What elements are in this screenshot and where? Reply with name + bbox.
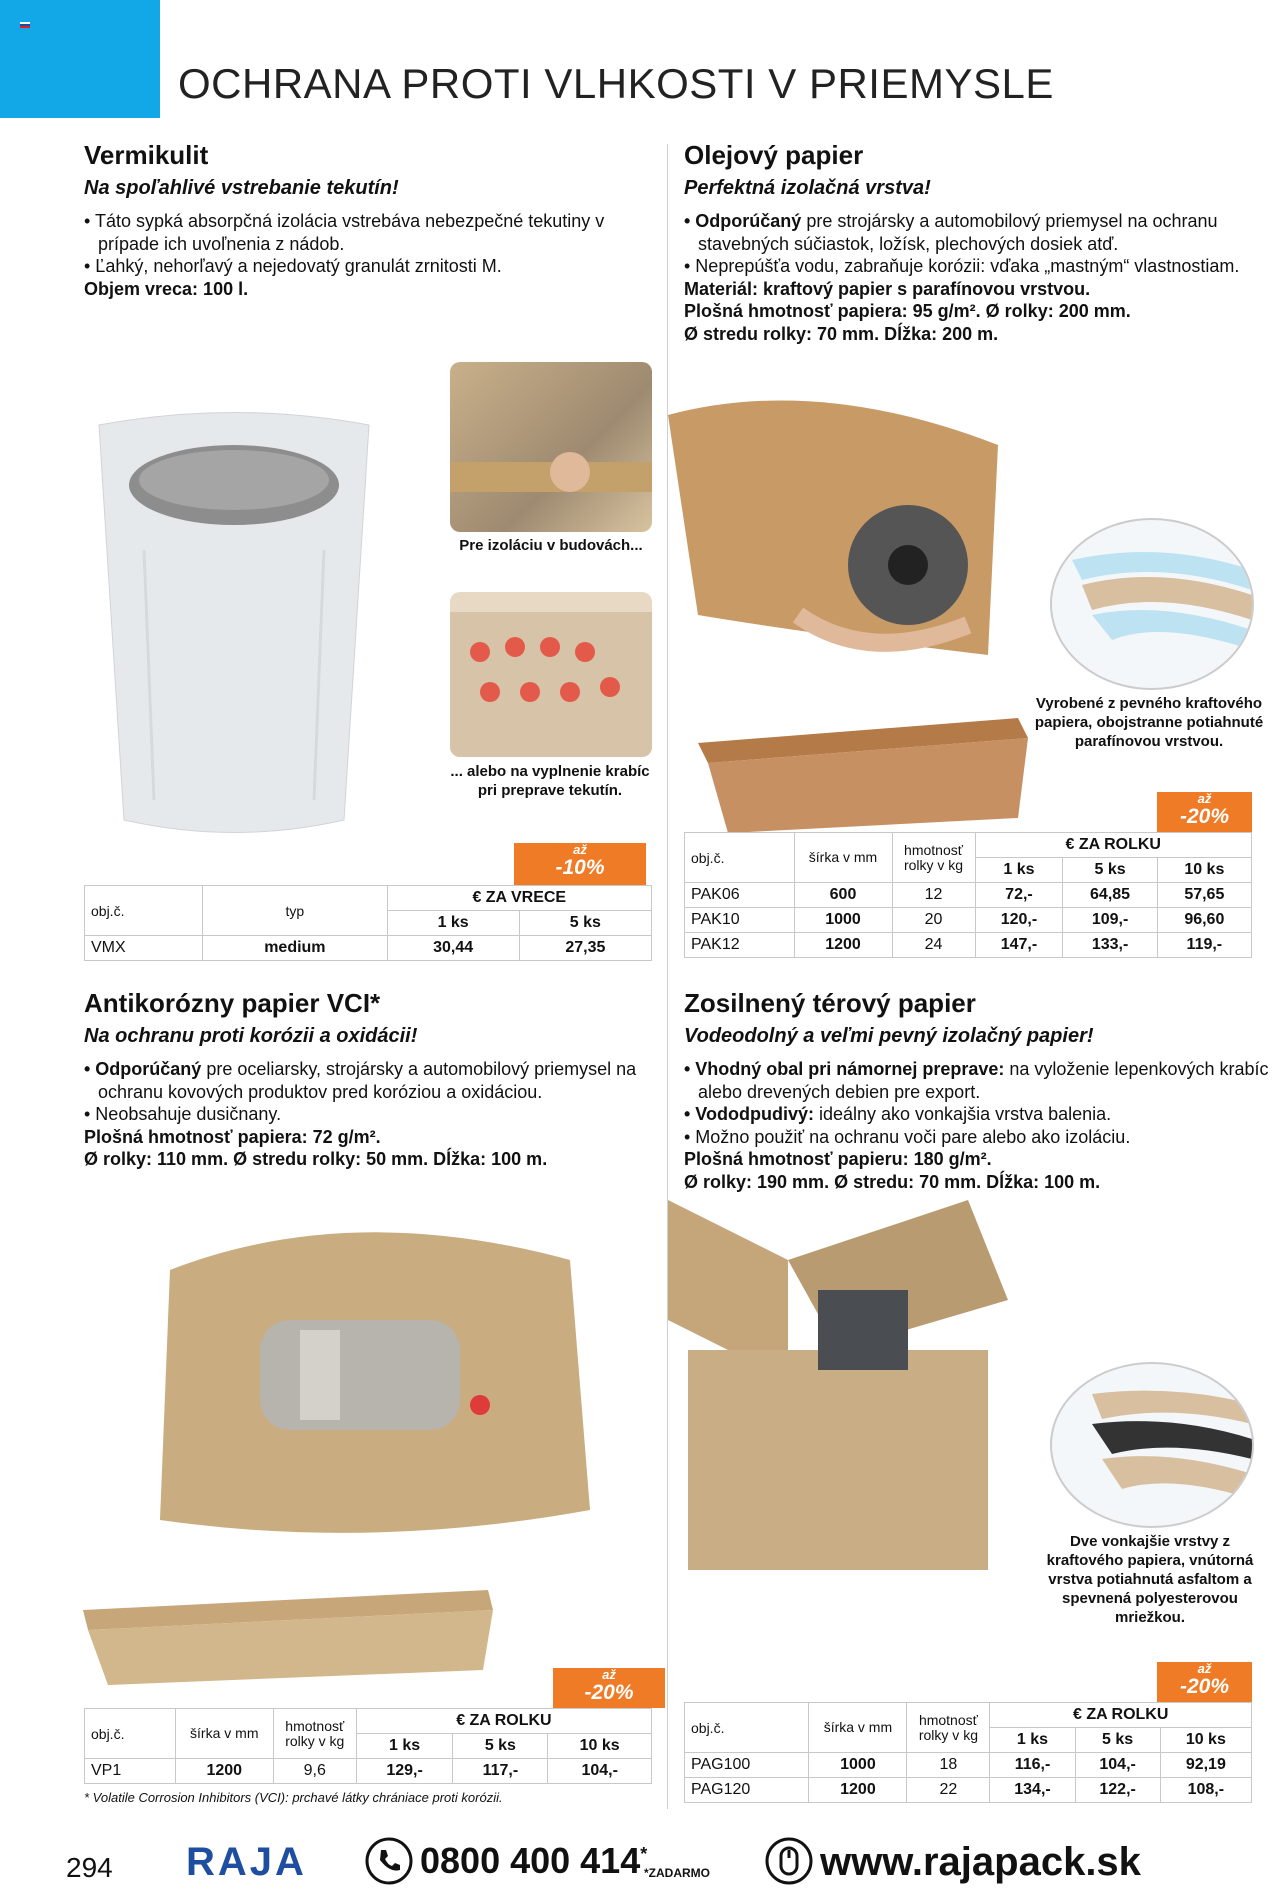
table-row: PAK06 600 12 72,- 64,85 57,65 <box>685 883 1252 908</box>
terovy-subtitle: Vodeodolný a veľmi pevný izolačný papier! <box>684 1025 1094 1047</box>
vermikulit-bullet: • Táto sypká absorpčná izolácia vstrebáva nebezpečné tekutiny v prípade ich uvoľnenia z nádob. <box>84 211 605 254</box>
phone-note: *ZADARMO <box>644 1866 710 1880</box>
terovy-caption: Dve vonkajšie vrstvy z kraftového papiera, vnútorná vrstva potiahnutá asfaltom a spevnená polyesterovou mriežkou. <box>1046 1533 1254 1626</box>
phone-icon <box>364 1836 414 1886</box>
vermikulit-volume: Objem vreca: 100 l. <box>84 278 249 299</box>
terovy-price-table: obj.č. šírka v mm hmotnosť rolky v kg € ZA ROLKU 1 ks 5 ks 10 ks PAG100 1000 18 116,- 104,- 92,19 PAG120 1200 22 134,- 122,- 108,- <box>684 1702 1252 1803</box>
page-number: 294 <box>66 1852 113 1883</box>
table-row: PAK12 1200 24 147,- 133,- 119,- <box>685 933 1252 958</box>
raja-logo: RAJA <box>186 1840 307 1884</box>
export-box-image <box>668 1200 1048 1580</box>
vci-subtitle: Na ochranu proti korózii a oxidácii! <box>84 1025 418 1047</box>
table-row: PAK10 1000 20 120,- 109,- 96,60 <box>685 908 1252 933</box>
vermikulit-title: Vermikulit <box>84 140 209 170</box>
table-row: VP1 1200 9,6 129,- 117,- 104,- <box>85 1759 652 1784</box>
vci-wrapped-part-image <box>150 1210 600 1540</box>
vermikulit-subtitle: Na spoľahlivé vstrebanie tekutín! <box>84 177 399 199</box>
olejovy-caption: Vyrobené z pevného kraftového papiera, obojstranne potiahnuté parafínovou vrstvou. <box>1034 695 1264 750</box>
table-row: PAG120 1200 22 134,- 122,- 108,- <box>685 1778 1252 1803</box>
vci-footnote: * Volatile Corrosion Inhibitors (VCI): prchavé látky chrániace proti korózii. <box>84 1790 503 1805</box>
vci-section: Antikorózny papier VCI* Na ochranu proti korózii a oxidácii! • Odporúčaný pre oceliarsky, strojársky a automobilový priemysel na ochranu kovových produktov pred koróziou a oxidáciou. • Neobsahuje dusičnany. Plošná hmotnosť papiera: 72 g/m². Ø rolky: 110 mm. Ø stredu rolky: 50 mm. Dĺžka: 100 m. <box>84 988 654 1171</box>
table-row: PAG100 1000 18 116,- 104,- 92,19 <box>685 1753 1252 1778</box>
table-row: VMX medium 30,44 27,35 <box>85 936 652 961</box>
olejovy-section: Olejový papier Perfektná izolačná vrstva! • Odporúčaný pre strojársky a automobilový priemysel na ochranu stavebných súčiastok, ložísk, plechových dosiek atď. • Neprepúšťa vodu, zabraňuje korózii: vďaka „mastným“ vlastnostiam. Materiál: kraftový papier s parafínovou vrstvou. Plošná hmotnosť papiera: 95 g/m². Ø rolky: 200 mm. Ø stredu rolky: 70 mm. Dĺžka: 200 m. <box>684 140 1274 345</box>
vci-title: Antikorózny papier VCI* <box>84 988 381 1018</box>
vci-roll-image <box>78 1585 498 1690</box>
phone-number: 0800 400 414* <box>420 1840 648 1881</box>
vci-price-table: obj.č. šírka v mm hmotnosť rolky v kg € ZA ROLKU 1 ks 5 ks 10 ks VP1 1200 9,6 129,- 117,- 104,- <box>84 1708 652 1784</box>
vermikulit-caption-2: ... alebo na vyplnenie krabíc pri preprave tekutín. <box>450 763 650 799</box>
layer-diagram <box>1050 1362 1254 1528</box>
mouse-icon <box>764 1836 814 1886</box>
terovy-title: Zosilnený térový papier <box>684 988 976 1018</box>
box-filling-photo <box>450 592 652 757</box>
terovy-section: Zosilnený térový papier Vodeodolný a veľmi pevný izolačný papier! • Vhodný obal pri námornej preprave: na vyloženie lepenkových krabíc alebo drevených debien pre export. • Vododpudivý: ideálny ako vonkajšia vrstva balenia. • Možno použiť na ochranu voči pare alebo ako izoláciu. Plošná hmotnosť papieru: 180 g/m². Ø rolky: 190 mm. Ø stredu: 70 mm. Dĺžka: 100 m. <box>684 988 1274 1193</box>
vermikulit-caption-1: Pre izoláciu v budovách... <box>459 537 643 554</box>
discount-badge: až -10% <box>514 843 646 885</box>
discount-badge: až -20% <box>1157 792 1252 832</box>
vermikulit-section <box>84 140 644 300</box>
oil-paper-roll-image <box>688 708 1038 843</box>
oil-paper-photo <box>668 385 1068 705</box>
vermiculite-bag-image <box>84 400 374 850</box>
page-title: OCHRANA PROTI VLHKOSTI V PRIEMYSLE <box>178 60 1054 107</box>
insulation-building-photo <box>450 362 652 532</box>
section-tab <box>0 0 160 118</box>
discount-badge: až -20% <box>553 1668 665 1708</box>
discount-badge: až -20% <box>1157 1662 1252 1702</box>
olejovy-subtitle: Perfektná izolačná vrstva! <box>684 177 931 199</box>
flag-icon <box>20 22 30 28</box>
olejovy-title: Olejový papier <box>684 140 864 170</box>
vermikulit-price-table: obj.č. typ € ZA VRECE 1 ks 5 ks VMX medium 30,44 27,35 <box>84 885 652 961</box>
website-link[interactable]: www.rajapack.sk <box>820 1840 1141 1884</box>
olejovy-price-table: obj.č. šírka v mm hmotnosť rolky v kg € ZA ROLKU 1 ks 5 ks 10 ks PAK06 600 12 72,- 64,85 57,65 PAK10 1000 20 120,- 109,- 96,60 PAK12 1200 24 147,- 133,- 119,- <box>684 832 1252 958</box>
layer-diagram <box>1050 518 1254 690</box>
vermikulit-bullet: • Ľahký, nehorľavý a nejedovatý granulát zrnitosti M. <box>84 256 502 276</box>
